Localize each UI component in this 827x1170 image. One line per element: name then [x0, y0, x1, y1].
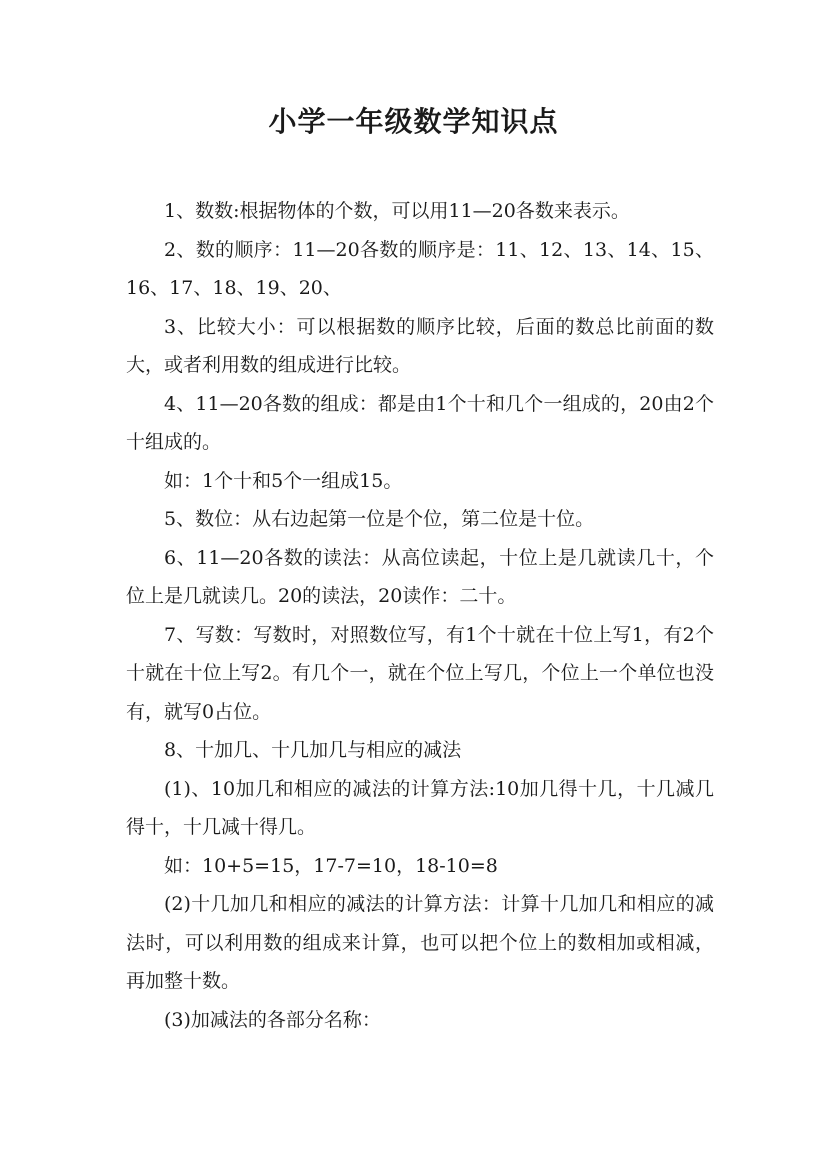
- paragraph-counting: 1、数数:根据物体的个数，可以用11—20各数来表示。: [164, 200, 630, 222]
- paragraph-ten-plus-example: 如：10+5=15，17-7=10，18-10=8: [164, 854, 498, 877]
- paragraph-composition-example: 如：1个十和5个一组成15。: [164, 469, 403, 492]
- paragraph-terms: (3)加减法的各部分名称：: [164, 1008, 381, 1031]
- paragraph-number-order: 2、数的顺序：11—20各数的顺序是：11、12、13、14、15、16、17、18、19、20、: [126, 238, 714, 299]
- page-title: 小学一年级数学知识点: [268, 105, 559, 138]
- paragraph-reading: 6、11—20各数的读法：从高位读起，十位上是几就读几十，个位上是几就读几。20的读法，20读作：二十。: [126, 546, 714, 607]
- paragraph-ten-plus: (1)、10加几和相应的减法的计算方法:10加几得十几，十几减几得十，十几减十得几。: [126, 777, 714, 838]
- paragraph-composition: 4、11—20各数的组成：都是由1个十和几个一组成的，20由2个十组成的。: [126, 392, 714, 453]
- paragraph-teens-plus: (2)十几加几和相应的减法的计算方法：计算十几加几和相应的减法时，可以利用数的组成来计算，也可以把个位上的数相加或相减，再加整十数。: [126, 893, 714, 992]
- paragraph-place-value: 5、数位：从右边起第一位是个位，第二位是十位。: [164, 508, 595, 530]
- document-body: [126, 192, 714, 1039]
- paragraph-addition-heading: 8、十加几、十几加几与相应的减法: [164, 739, 462, 761]
- paragraph-writing: 7、写数：写数时，对照数位写，有1个十就在十位上写1，有2个十就在十位上写2。有几个一，就在个位上写几，个位上一个单位也没有，就写0占位。: [126, 623, 714, 723]
- paragraph-compare-size: 3、比较大小：可以根据数的顺序比较，后面的数总比前面的数大，或者利用数的组成进行比较。: [126, 315, 714, 376]
